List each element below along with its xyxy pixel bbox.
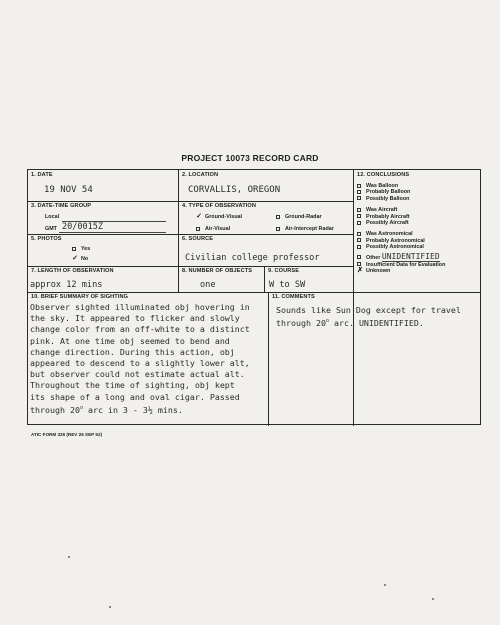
summary-label: 10. BRIEF SUMMARY OF SIGHTING [31, 294, 129, 300]
conclusion-probably-aircraft[interactable]: Probably Aircraft [357, 214, 445, 220]
checkbox-icon [72, 247, 76, 251]
checkbox-icon [276, 227, 280, 231]
photos-label: 5. PHOTOS [31, 236, 62, 242]
checkbox-icon [357, 245, 361, 249]
comments-text [276, 305, 461, 329]
location-value: CORVALLIS, OREGON [188, 185, 281, 195]
date-label: 1. DATE [31, 172, 53, 178]
length-value: approx 12 mins [30, 280, 103, 290]
conclusion-was-balloon[interactable]: Was Balloon [357, 183, 445, 189]
conclusions-list [357, 183, 445, 274]
comments-line: Sounds like Sun Dog except for travel [276, 305, 461, 315]
conclusion-other[interactable]: Other UNIDENTIFIED [357, 253, 445, 262]
summary-line: but observer could not estimate actual alt. [30, 369, 245, 380]
source-label: 6. SOURCE [182, 236, 214, 242]
checkbox-icon [357, 190, 361, 194]
other-value: UNIDENTIFIED [381, 251, 440, 261]
conclusion-unknown[interactable]: ✗ Unknown [357, 266, 391, 275]
conclusion-was-aircraft[interactable]: Was Aircraft [357, 207, 445, 213]
date-value: 19 NOV 54 [44, 185, 93, 195]
scan-speck [384, 584, 386, 586]
summary-line: its shape of a long and oval cigar. Passed [30, 391, 240, 402]
checkbox-icon [357, 196, 361, 200]
record-card [27, 169, 481, 425]
checkbox-icon [357, 221, 361, 225]
course-label: 9. COURSE [268, 268, 300, 274]
scan-speck [68, 556, 70, 558]
checkbox-crossed-icon: ✗ [357, 266, 363, 274]
checkbox-icon [357, 238, 361, 242]
conclusions-label: 12. CONCLUSIONS [357, 172, 410, 178]
observation-type-label: 4. TYPE OF OBSERVATION [182, 203, 256, 209]
photos-option-no[interactable]: ✓ No [72, 254, 89, 262]
date-cell [31, 172, 53, 178]
summary-line: pink. At one time obj seemed to bend and [30, 335, 230, 346]
checkbox-icon [357, 208, 361, 212]
checkbox-checked-icon: ✓ [196, 212, 202, 220]
summary-line: the sky. It appeared to flicker and slowly [30, 313, 240, 324]
location-label: 2. LOCATION [182, 172, 219, 178]
checkbox-checked-icon: ✓ [72, 254, 78, 262]
summary-text [30, 302, 250, 416]
conclusion-insufficient-data[interactable]: Insufficient Data for Evaluation [357, 262, 445, 268]
conclusion-possibly-astronomical[interactable]: Possibly Astronomical [357, 244, 445, 250]
scan-speck [432, 598, 434, 600]
conclusion-probably-balloon[interactable]: Probably Balloon [357, 189, 445, 195]
form-id: ATIC FORM 329 (REV 26 SEP 52) [31, 432, 103, 437]
scan-speck [109, 606, 111, 608]
objects-value: one [200, 280, 216, 290]
checkbox-icon [357, 184, 361, 188]
length-label: 7. LENGTH OF OBSERVATION [31, 268, 114, 274]
comments-label: 11. COMMENTS [272, 294, 315, 300]
comments-line: through 20$^o$ arc. UNIDENTIFIED. [276, 317, 424, 328]
checkbox-icon [357, 214, 361, 218]
objects-label: 8. NUMBER OF OBJECTS [182, 268, 253, 274]
checkbox-icon [357, 232, 361, 236]
checkbox-icon [196, 227, 200, 231]
photos-option-yes[interactable]: Yes [72, 246, 90, 252]
conclusion-possibly-aircraft[interactable]: Possibly Aircraft [357, 220, 445, 226]
summary-line: through 20$^o$ arc in 3 - 3½ mins. [30, 404, 183, 415]
datetime-group-label: 3. DATE-TIME GROUP [31, 203, 92, 209]
obs-option-ground-visual[interactable]: ✓ Ground-Visual [196, 212, 243, 220]
gmt-value: 20/0015Z [62, 222, 103, 232]
conclusion-possibly-balloon[interactable]: Possibly Balloon [357, 196, 445, 202]
gmt-label: GMT [45, 226, 57, 232]
summary-line: change color from an off-white to a distinct [30, 324, 250, 335]
source-value: Civilian college professor [185, 253, 320, 263]
summary-line: Throughout the time of sighting, obj kept [30, 380, 235, 391]
conclusion-probably-astronomical[interactable]: Probably Astronomical [357, 238, 445, 244]
summary-line: Observer sighted illuminated obj hovering in [30, 302, 250, 312]
checkbox-icon [357, 262, 361, 266]
conclusion-was-astronomical[interactable]: Was Astronomical [357, 231, 445, 237]
page-title: PROJECT 10073 RECORD CARD [181, 153, 319, 163]
summary-line: change direction. During this action, obj [30, 346, 235, 357]
local-label: Local [45, 214, 60, 220]
course-value: W to SW [269, 280, 306, 290]
checkbox-icon [357, 255, 361, 259]
obs-option-air-visual[interactable]: Air-Visual [196, 226, 230, 232]
obs-option-air-intercept-radar[interactable]: Air-Intercept Radar [276, 226, 334, 232]
obs-option-ground-radar[interactable]: Ground-Radar [276, 214, 322, 220]
checkbox-icon [276, 215, 280, 219]
summary-line: appeared to descend to a slightly lower alt, [30, 358, 250, 369]
